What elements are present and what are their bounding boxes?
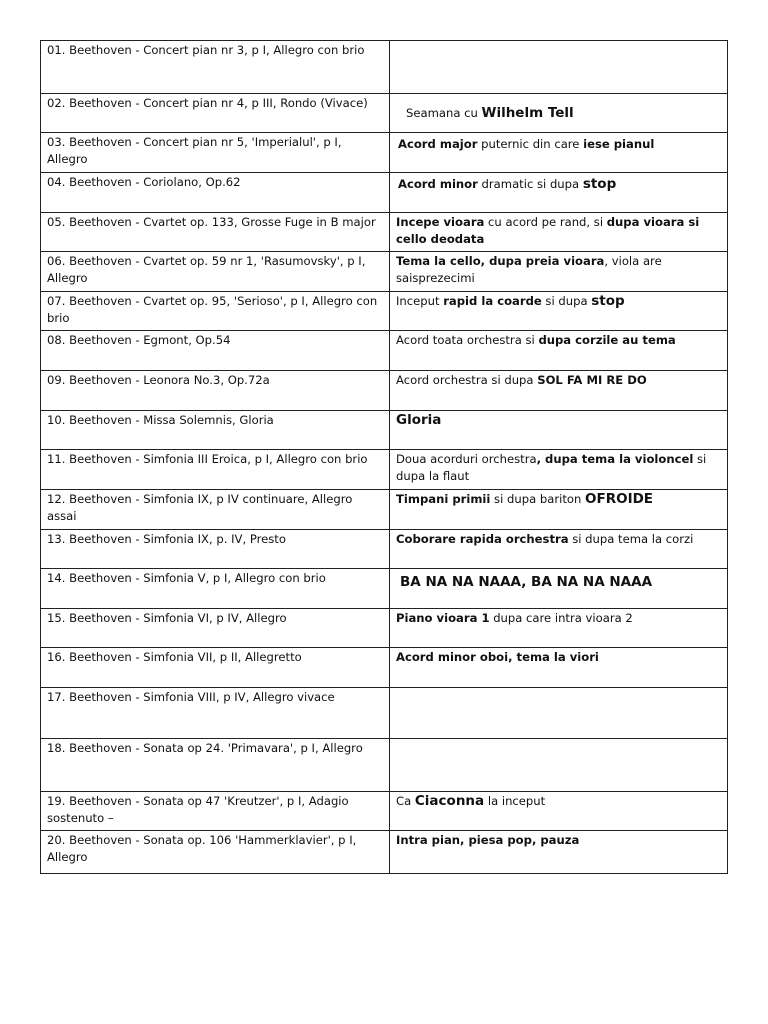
piece-title-cell [41, 133, 390, 173]
note-segment: si dupa bariton [490, 492, 585, 506]
note-segment: dupa care intra vioara 2 [489, 611, 633, 625]
note-segment: Ciaconna [414, 793, 485, 809]
note-segment: Coborare rapida orchestra [396, 532, 569, 546]
piece-title: 05. Beethoven - Cvartet op. 133, Grosse Fuge in B major [47, 215, 376, 229]
piece-title: 04. Beethoven - Coriolano, Op.62 [47, 175, 241, 189]
note-segment: Acord major [398, 137, 478, 151]
pieces-table [40, 40, 728, 874]
piece-title-cell [41, 490, 390, 530]
document-page [40, 40, 728, 874]
piece-title: 16. Beethoven - Simfonia VII, p II, Allegretto [47, 650, 302, 664]
table-row [41, 648, 728, 688]
note-segment: Wilhelm Tell [481, 105, 574, 121]
table-row [41, 739, 728, 792]
piece-title-cell [41, 609, 390, 648]
note-segment: Incepe vioara [396, 215, 485, 229]
piece-title-cell [41, 41, 390, 94]
note-segment: Acord minor oboi, tema la viori [396, 650, 599, 664]
piece-note-cell [390, 569, 728, 609]
note-segment: stop [591, 293, 625, 309]
note-segment: Intra pian, piesa pop, pauza [396, 833, 580, 847]
piece-title: 11. Beethoven - Simfonia III Eroica, p I, Allegro con brio [47, 452, 368, 466]
piece-note-cell [390, 739, 728, 792]
table-row [41, 569, 728, 609]
piece-title-cell [41, 792, 390, 831]
note-segment: la inceput [484, 794, 546, 808]
note-segment: Gloria [396, 412, 442, 428]
piece-note-cell [390, 133, 728, 173]
piece-title: 07. Beethoven - Cvartet op. 95, 'Serioso', p I, Allegro con brio [47, 294, 378, 325]
piece-title-cell [41, 371, 390, 411]
piece-note-cell [390, 173, 728, 213]
piece-title: 17. Beethoven - Simfonia VIII, p IV, Allegro vivace [47, 690, 335, 704]
piece-title: 03. Beethoven - Concert pian nr 5, 'Imperialul', p I, Allegro [47, 135, 342, 166]
piece-note-cell [390, 688, 728, 739]
piece-title-cell [41, 331, 390, 371]
piece-title-cell [41, 292, 390, 331]
piece-title: 01. Beethoven - Concert pian nr 3, p I, Allegro con brio [47, 43, 365, 57]
piece-note-cell [390, 94, 728, 133]
piece-title-cell [41, 688, 390, 739]
table-row [41, 292, 728, 331]
piece-title: 14. Beethoven - Simfonia V, p I, Allegro con brio [47, 571, 326, 585]
note-segment: Inceput [396, 294, 444, 308]
piece-title: 18. Beethoven - Sonata op 24. 'Primavara', p I, Allegro [47, 741, 363, 755]
note-segment: si dupa la flaut [396, 452, 707, 483]
note-segment: , dupa tema la violoncel [536, 452, 694, 466]
piece-title-cell [41, 213, 390, 252]
piece-note-cell [390, 831, 728, 874]
table-row [41, 133, 728, 173]
table-row [41, 252, 728, 292]
note-segment: , viola are saisprezecimi [396, 254, 662, 285]
note-segment: Seamana cu [406, 106, 482, 120]
table-row [41, 450, 728, 490]
piece-title-cell [41, 648, 390, 688]
note-segment: rapid la coarde [443, 294, 542, 308]
note-segment: si dupa [541, 294, 592, 308]
piece-note-cell [390, 411, 728, 450]
note-segment: puternic din care [477, 137, 584, 151]
pieces-table-body [41, 41, 728, 874]
note-segment: Tema la cello, dupa preia vioara [396, 254, 605, 268]
piece-note-cell [390, 252, 728, 292]
table-row [41, 371, 728, 411]
table-row [41, 41, 728, 94]
piece-note-cell [390, 609, 728, 648]
piece-title: 10. Beethoven - Missa Solemnis, Gloria [47, 413, 274, 427]
piece-title-cell [41, 411, 390, 450]
table-row [41, 331, 728, 371]
note-segment: Acord minor [398, 177, 478, 191]
table-row [41, 411, 728, 450]
piece-note-cell [390, 331, 728, 371]
piece-title: 08. Beethoven - Egmont, Op.54 [47, 333, 231, 347]
piece-title-cell [41, 252, 390, 292]
table-row [41, 609, 728, 648]
note-segment: Doua acorduri orchestra [396, 452, 537, 466]
piece-title-cell [41, 569, 390, 609]
table-row [41, 213, 728, 252]
table-row [41, 490, 728, 530]
piece-title: 15. Beethoven - Simfonia VI, p IV, Allegro [47, 611, 287, 625]
piece-title: 09. Beethoven - Leonora No.3, Op.72a [47, 373, 270, 387]
piece-title: 13. Beethoven - Simfonia IX, p. IV, Presto [47, 532, 286, 546]
piece-note-cell [390, 648, 728, 688]
piece-title-cell [41, 831, 390, 874]
piece-note-cell [390, 371, 728, 411]
piece-title-cell [41, 94, 390, 133]
note-segment: cu acord pe rand, si [484, 215, 607, 229]
piece-title-cell [41, 530, 390, 569]
note-segment: BA NA NA NAAA, BA NA NA NAAA [400, 574, 653, 590]
piece-title: 20. Beethoven - Sonata op. 106 'Hammerklavier', p I, Allegro [47, 833, 357, 864]
piece-note-cell [390, 41, 728, 94]
table-row [41, 688, 728, 739]
piece-title-cell [41, 450, 390, 490]
note-segment: Ca [396, 794, 415, 808]
note-segment: Acord orchestra si dupa [396, 373, 538, 387]
note-segment: SOL FA MI RE DO [537, 373, 647, 387]
table-row [41, 530, 728, 569]
piece-title: 02. Beethoven - Concert pian nr 4, p III, Rondo (Vivace) [47, 96, 368, 110]
piece-note-cell [390, 490, 728, 530]
piece-note-cell [390, 450, 728, 490]
table-row [41, 94, 728, 133]
note-segment: dupa vioara si cello deodata [396, 215, 700, 246]
note-segment: Piano vioara 1 [396, 611, 490, 625]
note-segment: Acord toata orchestra si [396, 333, 539, 347]
piece-title-cell [41, 173, 390, 213]
note-segment: si dupa tema la corzi [568, 532, 694, 546]
piece-title: 19. Beethoven - Sonata op 47 'Kreutzer', p I, Adagio sostenuto – [47, 794, 349, 825]
table-row [41, 792, 728, 831]
note-segment: stop [582, 176, 617, 192]
piece-note-cell [390, 792, 728, 831]
table-row [41, 173, 728, 213]
piece-title: 06. Beethoven - Cvartet op. 59 nr 1, 'Rasumovsky', p I, Allegro [47, 254, 366, 285]
piece-note-cell [390, 530, 728, 569]
piece-title: 12. Beethoven - Simfonia IX, p IV continuare, Allegro assai [47, 492, 353, 523]
note-segment: dramatic si dupa [477, 177, 583, 191]
note-segment: OFROIDE [585, 491, 654, 507]
piece-note-cell [390, 292, 728, 331]
table-row [41, 831, 728, 874]
note-segment: iese pianul [583, 137, 655, 151]
piece-note-cell [390, 213, 728, 252]
piece-title-cell [41, 739, 390, 792]
note-segment: Timpani primii [396, 492, 491, 506]
note-segment: dupa corzile au tema [538, 333, 676, 347]
